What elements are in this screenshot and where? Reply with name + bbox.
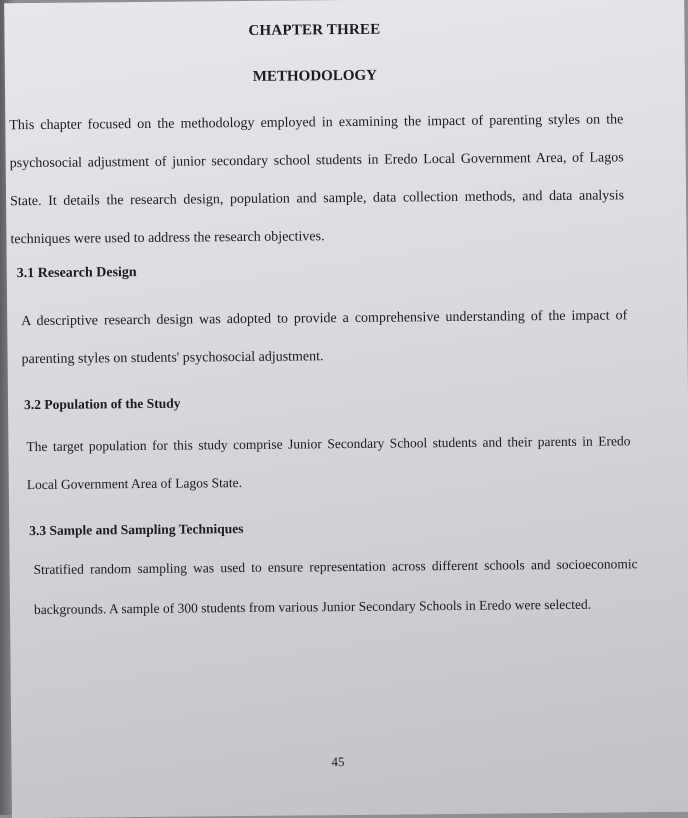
- chapter-label: CHAPTER THREE: [248, 21, 381, 39]
- intro-paragraph: This chapter focused on the methodology employed in examining the impact of parenting styles on the psychosocial adjustment of junior secondary school students in Eredo Local Government Area, of Lagos State. It details the research design, population and sample, data collection methods, and data analysis techniques were used to address the research objectives.: [9, 112, 625, 248]
- section-body-population: The target population for this study comprise Junior Secondary School students and their parents in Eredo Local Government Area of Lagos State.: [26, 433, 631, 493]
- document-page: [4, 0, 688, 818]
- section-heading-population: 3.2 Population of the Study: [23, 395, 181, 413]
- section-heading-sampling: 3.3 Sample and Sampling Techniques: [29, 521, 244, 539]
- section-body-research-design: A descriptive research design was adopted to provide a comprehensive understanding of the impact of parenting styles on students' psychosocial adjustment.: [21, 308, 628, 368]
- page-number: 45: [331, 754, 345, 770]
- section-heading-research-design: 3.1 Research Design: [16, 265, 137, 282]
- chapter-title: METHODOLOGY: [252, 67, 378, 85]
- section-body-sampling: Stratified random sampling was used to ensure representation across different schools and socioeconomic backgrounds. A sample of 300 students from various Junior Secondary Schools in Eredo were selected.: [33, 556, 638, 618]
